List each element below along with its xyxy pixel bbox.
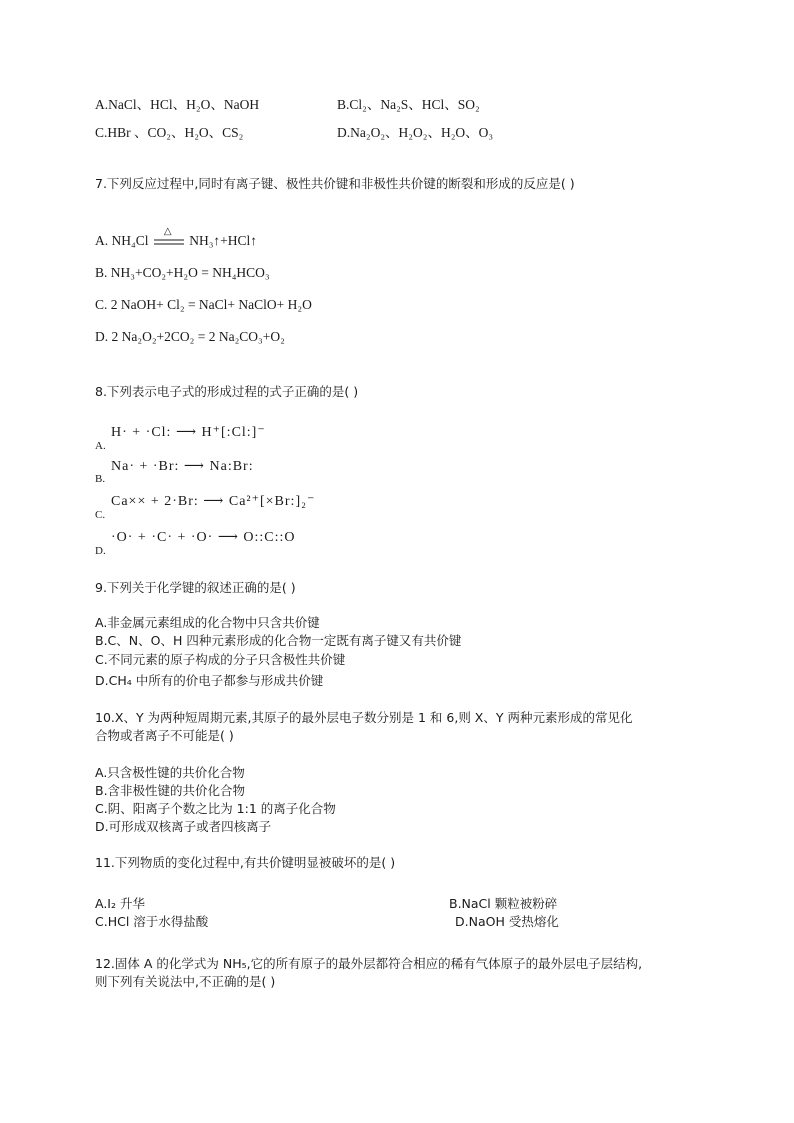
q10-option-d: D.可形成双核离子或者四核离子 bbox=[95, 819, 272, 834]
q9-option-a: A.非金属元素组成的化合物中只含共价键 bbox=[95, 615, 320, 630]
q9-stem: 9.下列关于化学键的叙述正确的是( ) bbox=[95, 580, 296, 595]
q8-option-d-expr: ·O· + ·C· + ·O· ⟶ O::C::O bbox=[111, 530, 296, 545]
q8-option-c-expr: Ca×× + 2·Br: ⟶ Ca²⁺[×Br:]₂⁻ bbox=[111, 494, 316, 509]
q10-stem-line2: 合物或者离子不可能是( ) bbox=[95, 728, 234, 743]
q8-option-d-label: D. bbox=[95, 545, 106, 557]
q11-option-d: D.NaOH 受热熔化 bbox=[455, 914, 559, 929]
q6-option-c: C.HBr 、CO₂、H₂O、CS₂ bbox=[95, 125, 244, 140]
q6-option-a: A.NaCl、HCl、H₂O、NaOH bbox=[95, 97, 260, 112]
q10-option-a: A.只含极性键的共价化合物 bbox=[95, 765, 245, 780]
q7-option-c: C. 2 NaOH+ Cl₂ = NaCl+ NaClO+ H₂O bbox=[95, 297, 312, 312]
q9-option-c: C.不同元素的原子构成的分子只含极性共价键 bbox=[95, 652, 346, 667]
q9-option-b: B.C、N、O、H 四种元素形成的化合物一定既有离子键又有共价键 bbox=[95, 633, 462, 648]
q11-stem: 11.下列物质的变化过程中,有共价键明显被破坏的是( ) bbox=[95, 855, 396, 870]
q11-option-a: A.I₂ 升华 bbox=[95, 896, 145, 911]
q11-option-c: C.HCl 溶于水得盐酸 bbox=[95, 914, 209, 929]
q8-option-a-label: A. bbox=[95, 440, 106, 452]
q7-option-d: D. 2 Na₂O₂+2CO₂ = 2 Na₂CO₃+O₂ bbox=[95, 329, 285, 344]
q6-option-d: D.Na₂O₂、H₂O₂、H₂O、O₃ bbox=[337, 125, 494, 140]
q10-option-b: B.含非极性键的共价化合物 bbox=[95, 783, 246, 798]
q8-option-b-expr: Na· + ·Br: ⟶ Na:Br: bbox=[111, 459, 254, 474]
q7-option-a-left: NH₄Cl bbox=[111, 233, 149, 248]
q12-stem-line2: 则下列有关说法中,不正确的是( ) bbox=[95, 974, 276, 989]
q8-stem: 8.下列表示电子式的形成过程的式子正确的是( ) bbox=[95, 384, 359, 399]
q8-option-a-expr: H· + ·Cl: ⟶ H⁺[:Cl:]⁻ bbox=[111, 425, 266, 440]
q10-option-c: C.阴、阳离子个数之比为 1:1 的离子化合物 bbox=[95, 801, 336, 816]
q7-option-b: B. NH₃+CO₂+H₂O = NH₄HCO₃ bbox=[95, 265, 270, 280]
q12-stem-line1: 12.固体 A 的化学式为 NH₅,它的所有原子的最外层都符合相应的稀有气体原子的最外层电子层结构, bbox=[95, 956, 643, 971]
q7-stem: 7.下列反应过程中,同时有离子键、极性共价键和非极性共价键的断裂和形成的反应是( ) bbox=[95, 176, 575, 191]
heat-symbol: △ bbox=[163, 226, 172, 237]
q7-option-a bbox=[95, 226, 258, 249]
q9-option-d: D.CH₄ 中所有的价电子都参与形成共价键 bbox=[95, 673, 324, 688]
q7-option-a-right: NH₃↑+HCl↑ bbox=[189, 233, 258, 248]
q8-option-c-label: C. bbox=[95, 509, 106, 521]
q11-option-b: B.NaCl 颗粒被粉碎 bbox=[449, 896, 558, 911]
q6-option-b: B.Cl₂、Na₂S、HCl、SO₂ bbox=[337, 97, 480, 112]
q10-stem-line1: 10.X、Y 为两种短周期元素,其原子的最外层电子数分别是 1 和 6,则 X、Y 两种元素形成的常见化 bbox=[95, 710, 633, 725]
heat-condition-arrow-icon bbox=[152, 226, 186, 249]
q8-option-b-label: B. bbox=[95, 473, 106, 485]
q7-option-a-label: A. bbox=[95, 233, 109, 248]
